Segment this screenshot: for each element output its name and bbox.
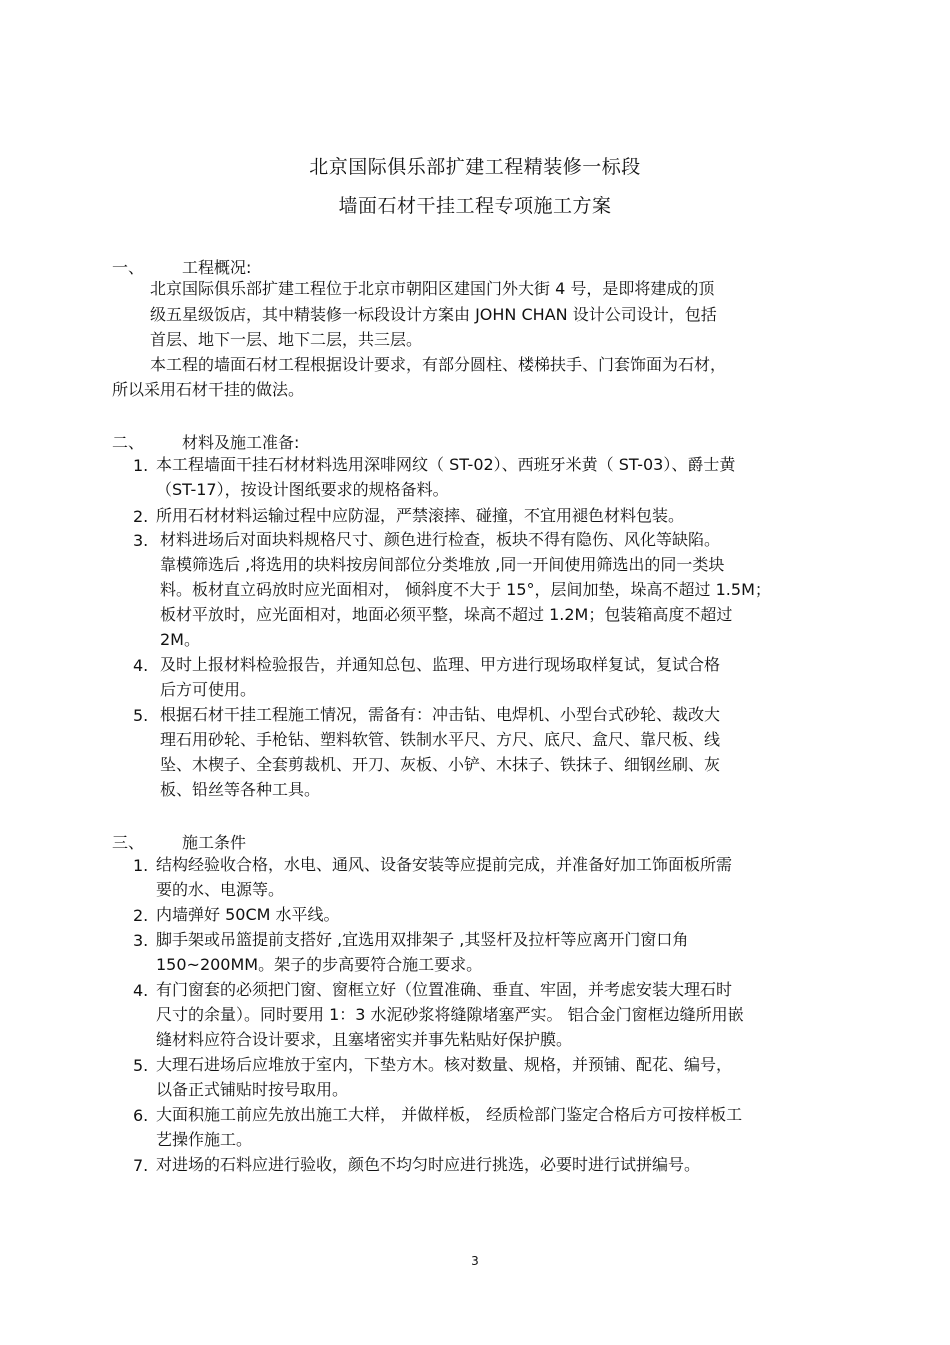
document-title: 北京国际俱乐部扩建工程精装修一标段: [309, 156, 641, 178]
list-item-line: 有门窗套的必须把门窗、窗框立好（位置准确、垂直、牢固，并考虑安装大理石时: [156, 980, 733, 999]
list-item-line: 靠模筛选后 ,将选用的块料按房间部位分类堆放 ,同一开间使用筛选出的同一类块: [160, 555, 725, 574]
list-item-line: 料。板材直立码放时应光面相对， 倾斜度不大于 15°，层间加垫，垛高不超过 1.5M；: [160, 580, 771, 599]
list-item-line: 2M。: [160, 630, 200, 649]
list-item-number: 1.: [133, 456, 149, 475]
list-item-line: 材料进场后对面块料规格尺寸、颜色进行检查，板块不得有隐伤、风化等缺陷。: [160, 530, 721, 549]
list-item-number: 5.: [133, 1056, 149, 1075]
section-1-title: 工程概况:: [182, 258, 252, 277]
list-item-line: 本工程墙面干挂石材材料选用深啡网纹（ ST-02）、西班牙米黄（ ST-03）、爵士黄: [156, 455, 736, 474]
paragraph-line: 北京国际俱乐部扩建工程位于北京市朝阳区建国门外大街 4 号，是即将建成的顶: [150, 279, 715, 298]
list-item-line: 150~200MM。架子的步高要符合施工要求。: [156, 955, 483, 974]
list-item-number: 5.: [133, 706, 149, 725]
list-item-number: 1.: [133, 856, 149, 875]
list-item-number: 2.: [133, 507, 149, 526]
section-3-title: 施工条件: [182, 833, 247, 852]
page-number: 3: [471, 1254, 479, 1268]
section-2-number: 二、: [112, 433, 145, 452]
list-item-line: 坠、木楔子、全套剪裁机、开刀、灰板、小铲、木抹子、铁抹子、细钢丝刷、灰: [160, 755, 721, 774]
section-1-number: 一、: [112, 258, 145, 277]
list-item-line: 脚手架或吊篮提前支搭好 ,宜选用双排架子 ,其竖杆及拉杆等应离开门窗口角: [156, 930, 689, 949]
paragraph-line: 首层、地下一层、地下二层，共三层。: [150, 330, 423, 349]
list-item-line: 板、铅丝等各种工具。: [160, 780, 321, 799]
list-item-number: 4.: [133, 656, 149, 675]
list-item-line: 理石用砂轮、手枪钻、塑料软管、铁制水平尺、方尺、底尺、盒尺、靠尺板、线: [160, 730, 721, 749]
list-item-line: 尺寸的余量）。同时要用 1：3 水泥砂浆将缝隙堵塞严实。 铝合金门窗框边缝所用嵌: [156, 1005, 744, 1024]
list-item-line: 所用石材材料运输过程中应防湿，严禁滚摔、碰撞，不宜用褪色材料包装。: [156, 506, 685, 525]
list-item-number: 4.: [133, 981, 149, 1000]
list-item-line: 及时上报材料检验报告，并通知总包、监理、甲方进行现场取样复试，复试合格: [160, 655, 721, 674]
list-item-number: 3.: [133, 531, 149, 550]
list-item-line: 大理石进场后应堆放于室内，下垫方木。核对数量、规格，并预铺、配花、编号，: [156, 1055, 733, 1074]
list-item-line: 根据石材干挂工程施工情况，需备有：冲击钻、电焊机、小型台式砂轮、裁改大: [160, 705, 721, 724]
list-item-line: 板材平放时，应光面相对，地面必须平整，垛高不超过 1.2M；包装箱高度不超过: [160, 605, 733, 624]
document-subtitle: 墙面石材干挂工程专项施工方案: [338, 195, 612, 217]
list-item-line: 缝材料应符合设计要求，且塞堵密实并事先粘贴好保护膜。: [156, 1030, 573, 1049]
list-item-line: 大面积施工前应先放出施工大样， 并做样板， 经质检部门鉴定合格后方可按样板工: [156, 1105, 743, 1124]
section-2-title: 材料及施工准备:: [182, 433, 300, 452]
list-item-line: 以备正式铺贴时按号取用。: [156, 1080, 349, 1099]
paragraph-line: 级五星级饭店，其中精装修一标段设计方案由 JOHN CHAN 设计公司设计，包括: [150, 305, 717, 324]
list-item-line: 要的水、电源等。: [156, 880, 285, 899]
list-item-number: 3.: [133, 931, 149, 950]
paragraph-line: 所以采用石材干挂的做法。: [112, 380, 305, 399]
list-item-number: 2.: [133, 906, 149, 925]
list-item-line: 后方可使用。: [160, 680, 257, 699]
list-item-line: 内墙弹好 50CM 水平线。: [156, 905, 340, 924]
list-item-number: 6.: [133, 1106, 149, 1125]
section-3-number: 三、: [112, 833, 145, 852]
list-item-line: 艺操作施工。: [156, 1130, 253, 1149]
list-item-line: （ST-17），按设计图纸要求的规格备料。: [156, 480, 449, 499]
list-item-line: 结构经验收合格，水电、通风、设备安装等应提前完成，并准备好加工饰面板所需: [156, 855, 733, 874]
list-item-line: 对进场的石料应进行验收，颜色不均匀时应进行挑选，必要时进行试拼编号。: [156, 1155, 701, 1174]
paragraph-line: 本工程的墙面石材工程根据设计要求，有部分圆柱、楼梯扶手、门套饰面为石材，: [150, 355, 727, 374]
list-item-number: 7.: [133, 1156, 149, 1175]
